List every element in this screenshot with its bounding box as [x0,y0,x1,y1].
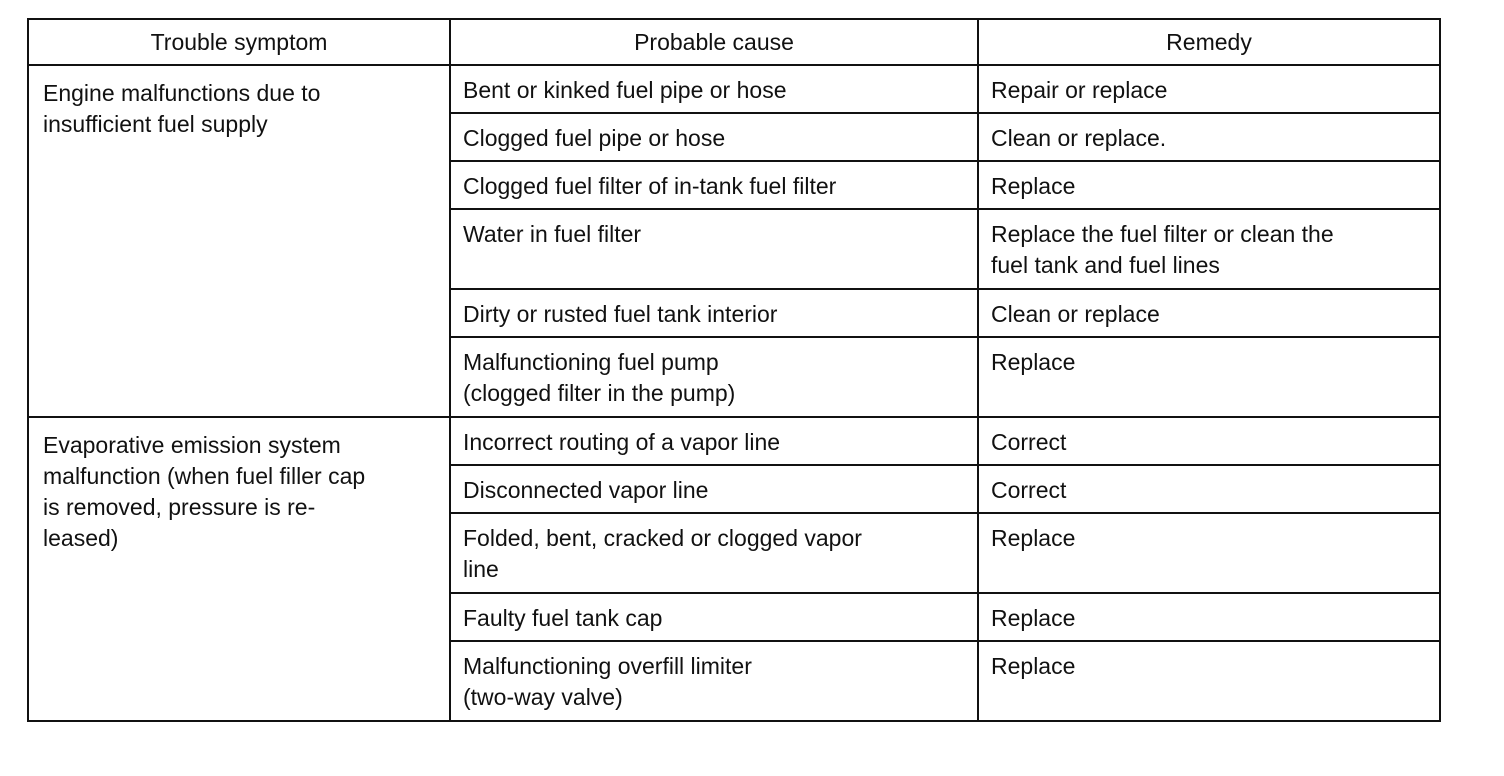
cause-line: Folded, bent, cracked or clogged vapor [463,525,862,551]
header-probable-cause: Probable cause [450,19,978,65]
remedy-cell [978,113,1440,161]
remedy-cell [978,161,1440,209]
header-trouble-symptom: Trouble symptom [28,19,450,65]
symptom-line: malfunction (when fuel filler cap [43,463,366,489]
remedy-line: Correct [991,429,1067,455]
remedy-cell [978,289,1440,337]
remedy-line: Replace the fuel filter or clean the [991,221,1334,247]
cause-line: (clogged filter in the pump) [463,380,736,406]
remedy-line: Replace [991,173,1076,199]
header-remedy: Remedy [978,19,1440,65]
remedy-line: Replace [991,349,1076,375]
remedy-cell [978,593,1440,641]
cause-cell [450,641,978,721]
table-row [28,417,1440,465]
cause-cell [450,465,978,513]
cause-line: Bent or kinked fuel pipe or hose [463,77,787,103]
symptom-line: Engine malfunctions due to [43,80,321,106]
cause-line: Dirty or rusted fuel tank interior [463,301,778,327]
cause-line: Incorrect routing of a vapor line [463,429,781,455]
symptom-cell [28,417,450,721]
cause-cell [450,113,978,161]
troubleshooting-table [27,18,1441,722]
cause-line: line [463,556,499,582]
cause-cell [450,65,978,113]
remedy-line: Clean or replace [991,301,1160,327]
remedy-cell [978,465,1440,513]
remedy-cell [978,65,1440,113]
cause-cell [450,337,978,417]
cause-cell [450,161,978,209]
cause-line: Clogged fuel filter of in-tank fuel filter [463,173,837,199]
cause-line: Clogged fuel pipe or hose [463,125,726,151]
remedy-line: Replace [991,525,1076,551]
remedy-cell [978,209,1440,289]
symptom-line: Evaporative emission system [43,432,341,458]
cause-cell [450,417,978,465]
cause-cell [450,593,978,641]
remedy-cell [978,337,1440,417]
symptom-line: leased) [43,525,119,551]
remedy-line: fuel tank and fuel lines [991,252,1220,278]
symptom-line: insufficient fuel supply [43,111,268,137]
symptom-line: is removed, pressure is re- [43,494,316,520]
remedy-cell [978,513,1440,593]
cause-line: Disconnected vapor line [463,477,709,503]
remedy-cell [978,641,1440,721]
cause-line: Malfunctioning overfill limiter [463,653,752,679]
cause-cell [450,289,978,337]
remedy-line: Clean or replace. [991,125,1167,151]
cause-line: Faulty fuel tank cap [463,605,663,631]
cause-cell [450,513,978,593]
remedy-line: Repair or replace [991,77,1168,103]
cause-line: (two-way valve) [463,684,623,710]
cause-line: Malfunctioning fuel pump [463,349,719,375]
remedy-line: Replace [991,605,1076,631]
remedy-cell [978,417,1440,465]
header-row [28,19,1440,65]
remedy-line: Replace [991,653,1076,679]
table-row [28,65,1440,113]
cause-line: Water in fuel filter [463,221,642,247]
cause-cell [450,209,978,289]
symptom-cell [28,65,450,417]
remedy-line: Correct [991,477,1067,503]
